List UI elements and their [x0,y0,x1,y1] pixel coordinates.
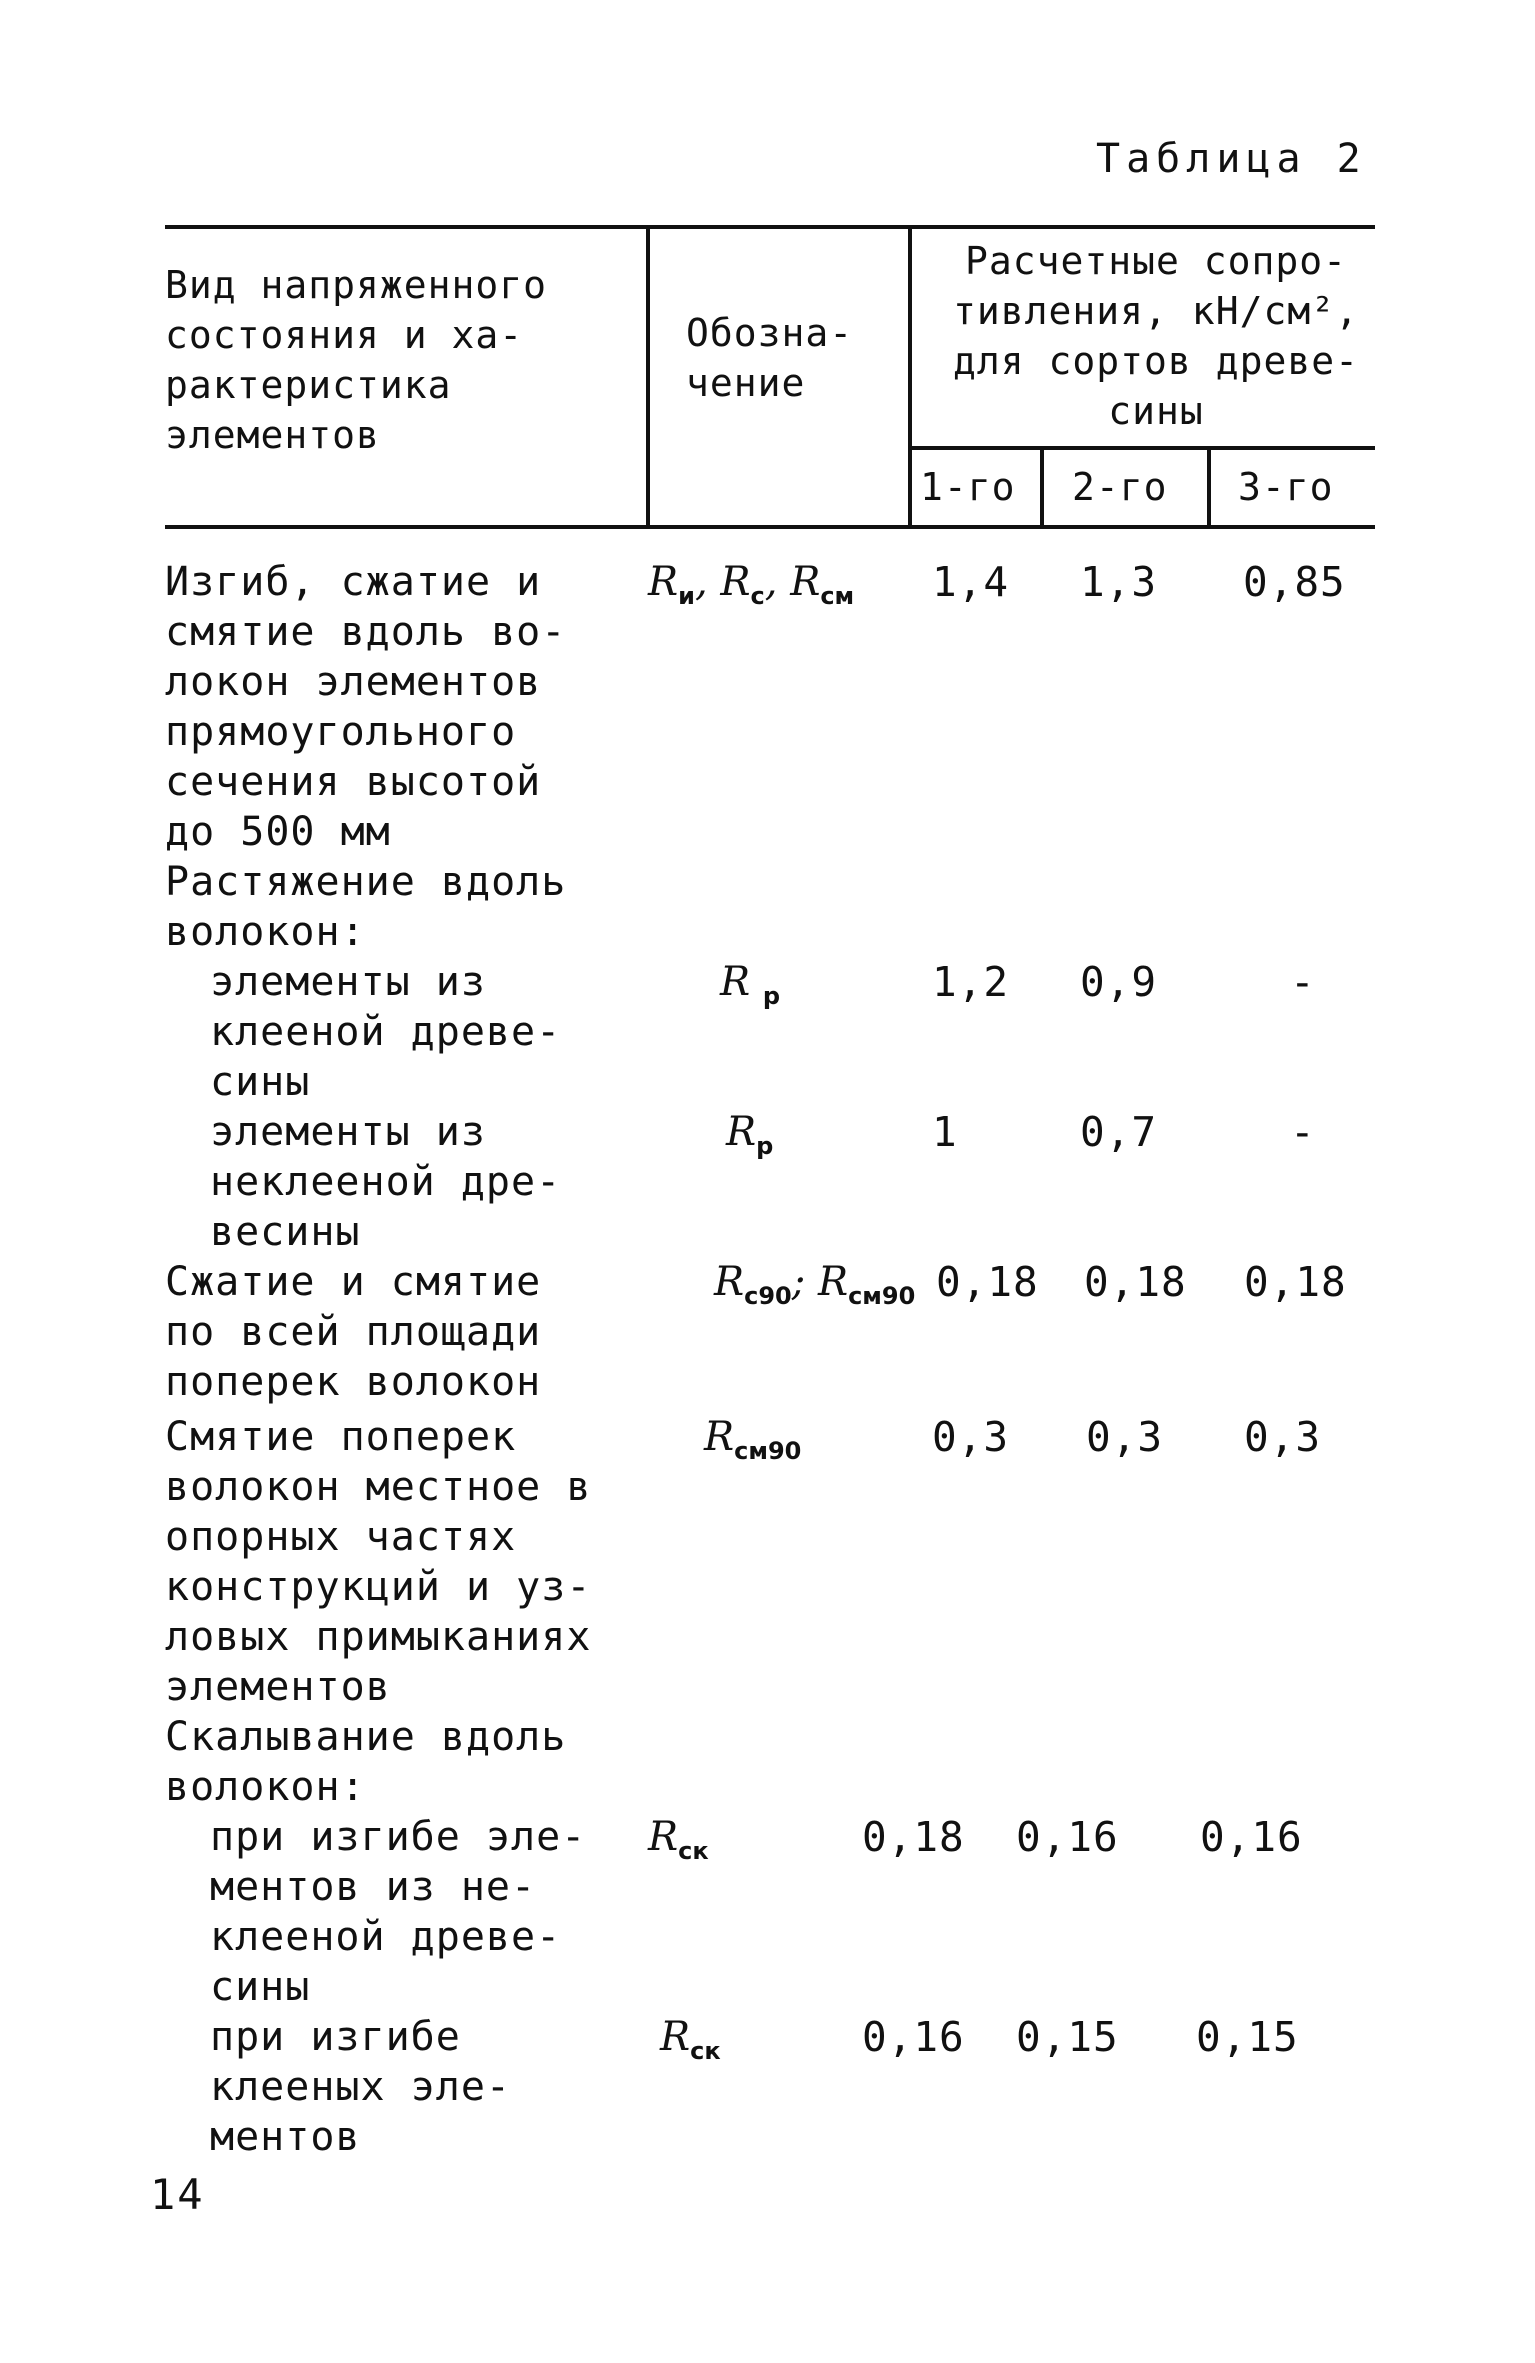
header-col3: Расчетные сопро- тивления, кН/см², для сортов древе- сины [953,239,1359,433]
row-value-grade-1: 1,2 [932,958,1010,1006]
row-symbol: $R_и$, $R_с$, $R_{см}$ [648,559,855,610]
header-grade-rule [910,446,1375,450]
row-value-grade-2: 0,16 [1016,1813,1119,1861]
row-description: Смятие поперек волокон местное в опорных частях конструкций и уз- ловых примыканиях элементов [165,1414,592,1710]
row-description: при изгибе эле- ментов из не- клееной древе- сины [210,1814,587,2010]
row-description: Сжатие и смятие по всей площади поперек волокон [165,1259,542,1405]
table-caption: Таблица 2 [1096,136,1367,182]
row-value-grade-2: 0,9 [1080,958,1158,1006]
row-symbol: $R_{ск}$ [648,1814,709,1865]
header-bottom-rule [165,525,1375,529]
row-symbol: $R_{см90}$ [704,1414,802,1465]
header-grade-2: 2-го [1072,465,1168,509]
row-group-heading: Растяжение вдоль волокон: [165,859,567,955]
header-divider-3 [1040,448,1044,527]
header-col1: Вид напряженного состояния и ха- рактеристика элементов [165,263,548,457]
row-value-grade-1: 0,18 [862,1813,965,1861]
row-description: элементы из клееной древе- сины [210,959,562,1105]
row-value-grade-1: 1,4 [932,558,1010,606]
row-symbol: $R_р$ [726,1109,774,1160]
row-value-grade-3: 0,3 [1244,1413,1322,1461]
row-value-grade-3: - [1290,958,1316,1006]
row-value-grade-1: 0,3 [932,1413,1010,1461]
row-value-grade-1: 1 [932,1108,958,1156]
row-description: элементы из неклееной дре- весины [210,1109,562,1255]
row-value-grade-3: - [1290,1108,1316,1156]
row-description: при изгибе клееных эле- ментов [210,2014,511,2160]
row-value-grade-2: 1,3 [1080,558,1158,606]
row-value-grade-3: 0,15 [1196,2013,1299,2061]
header-divider-1 [646,225,650,527]
row-value-grade-3: 0,18 [1244,1258,1347,1306]
row-value-grade-2: 0,15 [1016,2013,1119,2061]
row-symbol: $R_{с90}$; $R_{см90}$ [714,1259,916,1310]
row-value-grade-3: 0,16 [1200,1813,1303,1861]
row-symbol: R $_р$ [720,959,781,1010]
table-top-rule [165,225,1375,229]
header-grade-1: 1-го [920,465,1016,509]
header-divider-2 [908,225,912,527]
row-value-grade-1: 0,18 [936,1258,1039,1306]
header-col2: Обозна- чение [686,311,854,405]
row-symbol: $R_{ск}$ [660,2014,721,2065]
row-group-heading: Скалывание вдоль волокон: [165,1714,567,1810]
row-value-grade-2: 0,3 [1086,1413,1164,1461]
row-value-grade-2: 0,7 [1080,1108,1158,1156]
row-value-grade-2: 0,18 [1084,1258,1187,1306]
page-number: 14 [150,2170,205,2219]
row-value-grade-3: 0,85 [1243,558,1346,606]
header-grade-3: 3-го [1238,465,1334,509]
header-divider-4 [1207,448,1211,527]
row-value-grade-1: 0,16 [862,2013,965,2061]
row-description: Изгиб, сжатие и смятие вдоль во- локон элементов прямоугольного сечения высотой до 500 мм [165,559,567,855]
